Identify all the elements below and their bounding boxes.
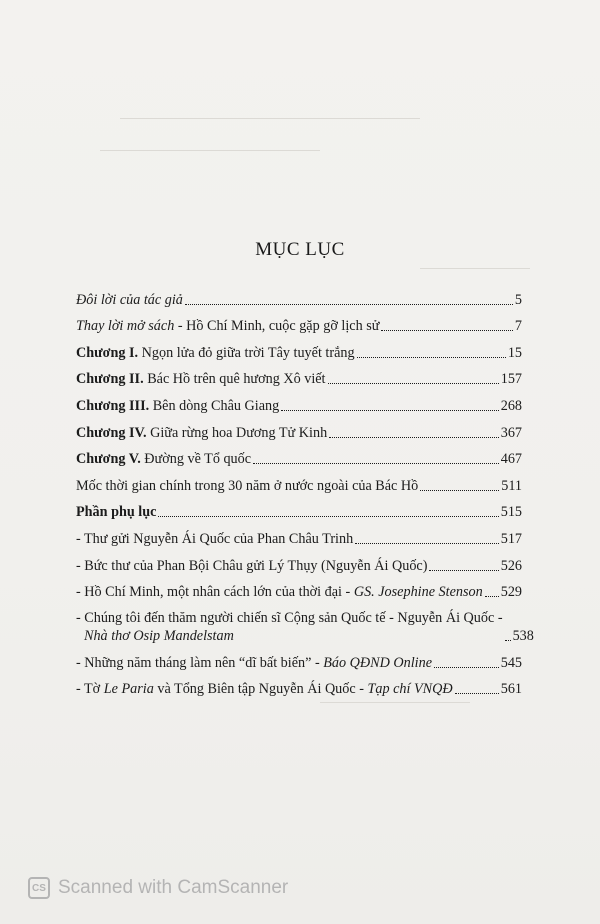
toc-entry-main-text: - Hồ Chí Minh, một nhân cách lớn của thời đại - bbox=[76, 584, 354, 601]
dot-leader bbox=[253, 463, 499, 464]
toc-entry-title bbox=[76, 397, 279, 415]
toc-entry-suffix-text: GS. Josephine Stenson bbox=[353, 584, 483, 601]
toc-entry bbox=[76, 442, 522, 469]
toc-entry-main-text: - Bức thư của Phan Bội Châu gửi Lý Thụy (Nguyễn Ái Quốc) bbox=[76, 557, 428, 574]
toc-entry-title bbox=[76, 344, 355, 362]
toc-entry-main-text: - Những năm tháng làm nên “dĩ bất biến” - bbox=[76, 654, 324, 671]
toc-entry bbox=[76, 415, 522, 442]
toc-entry-title bbox=[76, 291, 183, 309]
toc-entry bbox=[76, 495, 522, 522]
toc-entry-suffix-text: Bên dòng Châu Giang bbox=[149, 397, 280, 414]
dot-leader bbox=[355, 543, 499, 544]
dot-leader bbox=[185, 304, 513, 305]
dot-leader bbox=[505, 640, 511, 641]
toc-entry-suffix-text: Tạp chí VNQĐ bbox=[367, 681, 453, 698]
toc-entry-title bbox=[76, 477, 418, 495]
toc-entry bbox=[76, 362, 522, 389]
toc-page-number: 367 bbox=[500, 424, 522, 441]
toc-page-number: 5 bbox=[514, 291, 522, 308]
toc-entry-suffix-text: và Tổng Biên tập Nguyễn Ái Quốc - bbox=[153, 681, 368, 698]
page-title: MỤC LỤC bbox=[255, 239, 345, 260]
dot-leader bbox=[328, 383, 499, 384]
toc-page-number: 561 bbox=[500, 681, 522, 698]
toc-entry-title bbox=[76, 503, 156, 521]
toc-entry-main-text: Thay lời mở sách bbox=[76, 318, 175, 335]
dot-leader bbox=[281, 410, 499, 411]
toc-entry-main-text: Chương I. bbox=[76, 344, 139, 361]
toc-entry bbox=[76, 309, 522, 336]
toc-entry-suffix-text: Báo QĐND Online bbox=[323, 654, 432, 671]
dot-leader bbox=[158, 516, 498, 517]
toc-entry-title bbox=[76, 609, 503, 645]
toc-entry-suffix-text: Đường về Tổ quốc bbox=[140, 451, 252, 468]
camscanner-logo-icon: CS bbox=[28, 877, 50, 899]
bleed-through-line bbox=[320, 702, 470, 703]
dot-leader bbox=[455, 693, 499, 694]
toc-page-number: 268 bbox=[500, 397, 522, 414]
toc-entry-main-text: Chương II. bbox=[76, 371, 144, 388]
toc-entry-line-text: Nhà thơ Osip Mandelstam bbox=[84, 628, 234, 645]
toc-entry-title bbox=[76, 317, 379, 335]
toc-entry bbox=[76, 575, 522, 602]
toc-entry-prefix-text: - Tờ bbox=[76, 681, 104, 698]
toc-entry-title bbox=[76, 424, 327, 442]
toc-entry-main-text: - Chúng tôi đến thăm người chiến sĩ Cộng sản Quốc tế - Nguyễn Ái Quốc - bbox=[76, 610, 503, 627]
table-of-contents bbox=[76, 282, 534, 698]
toc-entry bbox=[76, 388, 522, 415]
toc-entry-main-text: Phần phụ lục bbox=[76, 504, 157, 521]
toc-entry-title bbox=[76, 370, 326, 388]
toc-entry bbox=[76, 601, 534, 645]
bleed-through-line bbox=[120, 118, 420, 119]
toc-entry bbox=[76, 645, 522, 672]
toc-entry-suffix-text: Ngọn lửa đỏ giữa trời Tây tuyết trắng bbox=[138, 344, 355, 361]
scanner-watermark-text: Scanned with CamScanner bbox=[58, 877, 289, 898]
dot-leader bbox=[429, 570, 498, 571]
toc-entry bbox=[76, 672, 522, 699]
toc-page-number: 467 bbox=[500, 451, 522, 468]
toc-page-number: 15 bbox=[507, 344, 522, 361]
toc-entry-suffix-text: - Hồ Chí Minh, cuộc gặp gỡ lịch sử bbox=[174, 318, 380, 335]
toc-entry-title bbox=[76, 680, 453, 698]
toc-page-number: 545 bbox=[500, 654, 522, 671]
toc-page-number: 511 bbox=[501, 477, 522, 494]
toc-entry bbox=[76, 282, 522, 309]
dot-leader bbox=[381, 330, 512, 331]
dot-leader bbox=[434, 667, 499, 668]
bleed-through-line bbox=[420, 268, 530, 269]
toc-entry-main-text: Le Paria bbox=[103, 681, 154, 698]
dot-leader bbox=[485, 596, 499, 597]
toc-entry bbox=[76, 468, 522, 495]
toc-page-number: 526 bbox=[500, 557, 522, 574]
toc-entry-main-text: Chương IV. bbox=[76, 424, 147, 441]
toc-entry bbox=[76, 335, 522, 362]
toc-entry-title bbox=[76, 557, 427, 575]
toc-page-number: 7 bbox=[514, 318, 522, 335]
toc-entry-title bbox=[76, 654, 432, 672]
dot-leader bbox=[357, 357, 506, 358]
bleed-through-line bbox=[100, 150, 320, 151]
toc-entry-suffix-text: Bác Hồ trên quê hương Xô viết bbox=[143, 371, 326, 388]
toc-page-number: 517 bbox=[500, 530, 522, 547]
dot-leader bbox=[329, 437, 499, 438]
toc-entry-title bbox=[76, 450, 251, 468]
toc-entry-main-text: Đôi lời của tác giả bbox=[76, 291, 183, 308]
toc-entry-main-text: Chương III. bbox=[76, 397, 150, 414]
toc-entry-title bbox=[76, 583, 483, 601]
scanner-watermark bbox=[28, 876, 288, 900]
toc-entry-title bbox=[76, 530, 353, 548]
toc-entry-suffix-text: Giữa rừng hoa Dương Tử Kinh bbox=[146, 424, 328, 441]
toc-page-number: 515 bbox=[500, 504, 522, 521]
toc-entry-main-text: Mốc thời gian chính trong 30 năm ở nước ngoài của Bác Hồ bbox=[76, 477, 419, 494]
dot-leader bbox=[420, 490, 499, 491]
toc-entry-main-text: - Thư gửi Nguyễn Ái Quốc của Phan Châu Trinh bbox=[76, 530, 354, 547]
toc-entry bbox=[76, 548, 522, 575]
toc-entry-main-text: Chương V. bbox=[76, 451, 141, 468]
toc-page-number: 538 bbox=[512, 628, 534, 645]
toc-page-number: 529 bbox=[500, 584, 522, 601]
toc-entry bbox=[76, 521, 522, 548]
toc-page-number: 157 bbox=[500, 371, 522, 388]
